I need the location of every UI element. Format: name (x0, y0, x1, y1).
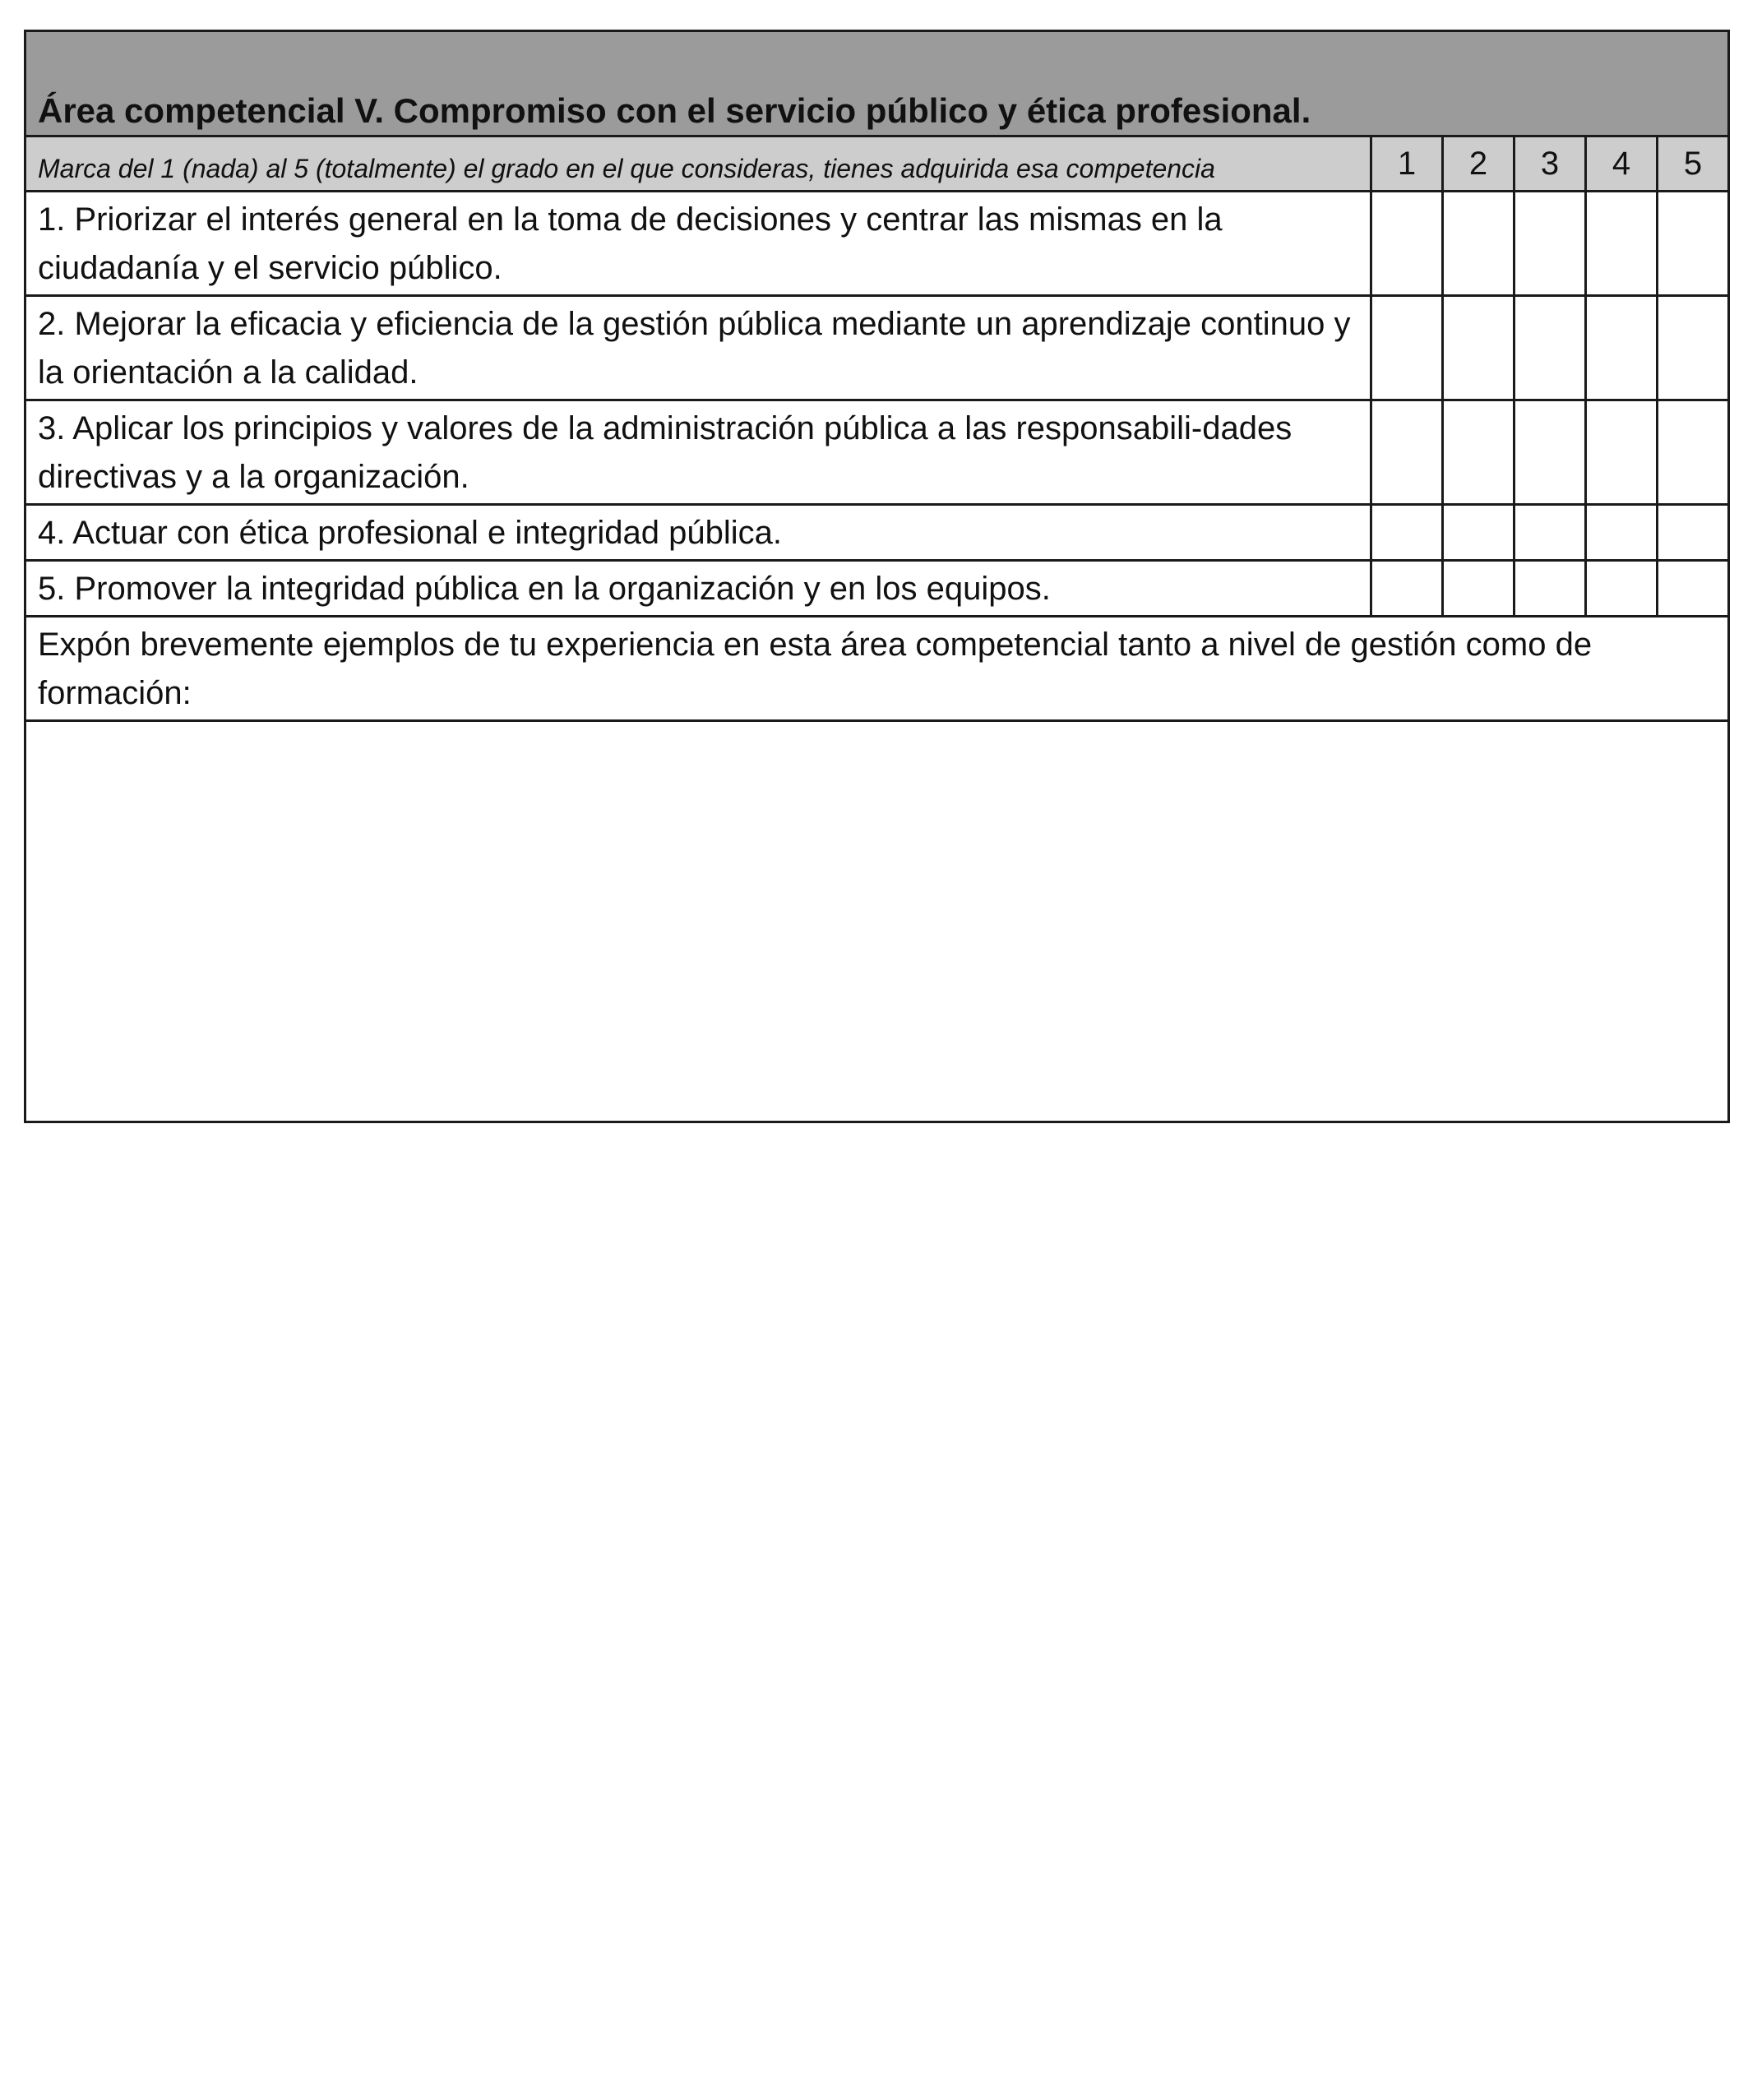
experience-answer-box[interactable] (25, 721, 1729, 1122)
item-text-4: 4. Actuar con ética profesional e integridad pública. (38, 515, 783, 551)
item-2-rating-1[interactable] (1371, 296, 1443, 400)
instruction-cell (25, 136, 1371, 192)
item-row-5 (25, 561, 1729, 617)
item-5-rating-1[interactable] (1371, 561, 1443, 617)
item-2-rating-2[interactable] (1443, 296, 1514, 400)
item-4-rating-1[interactable] (1371, 505, 1443, 561)
item-text-2: 2. Mejorar la eficacia y eficiencia de la gestión pública mediante un aprendizaje continuo y la orientación a la calidad. (38, 306, 1351, 391)
instruction-text: Marca del 1 (nada) al 5 (totalmente) el grado en el que consideras, tienes adquirida esa competencia (38, 154, 1215, 183)
item-5-rating-3[interactable] (1514, 561, 1586, 617)
item-2-rating-4[interactable] (1586, 296, 1658, 400)
title-cell (25, 31, 1729, 136)
scale-header-3: 3 (1514, 136, 1586, 192)
item-1-rating-5[interactable] (1658, 192, 1729, 296)
item-text-5: 5. Promover la integridad pública en la organización y en los equipos. (38, 571, 1051, 607)
scale-header-4: 4 (1586, 136, 1658, 192)
item-row-3 (25, 400, 1729, 505)
item-3-rating-5[interactable] (1658, 400, 1729, 505)
item-row-1 (25, 192, 1729, 296)
item-3-rating-2[interactable] (1443, 400, 1514, 505)
item-1-rating-3[interactable] (1514, 192, 1586, 296)
item-3-rating-4[interactable] (1586, 400, 1658, 505)
prompt-cell (25, 617, 1729, 721)
scale-header-1: 1 (1371, 136, 1443, 192)
item-text-3: 3. Aplicar los principios y valores de la administración pública a las responsabili-dades directivas y a la organización. (38, 410, 1293, 495)
item-1-rating-1[interactable] (1371, 192, 1443, 296)
experience-prompt: Expón brevemente ejemplos de tu experiencia en esta área competencial tanto a nivel de gestión como de formación: (38, 627, 1593, 711)
item-row-4 (25, 505, 1729, 561)
item-2-rating-3[interactable] (1514, 296, 1586, 400)
item-4-rating-2[interactable] (1443, 505, 1514, 561)
item-3-rating-1[interactable] (1371, 400, 1443, 505)
item-4-rating-4[interactable] (1586, 505, 1658, 561)
item-5-rating-5[interactable] (1658, 561, 1729, 617)
item-cell-2 (25, 296, 1371, 400)
instruction-row (25, 136, 1729, 192)
item-cell-5 (25, 561, 1371, 617)
prompt-row (25, 617, 1729, 721)
competency-table (24, 30, 1730, 1123)
item-cell-4 (25, 505, 1371, 561)
section-title: Área competencial V. Compromiso con el servicio público y ética profesional. (38, 91, 1311, 130)
item-text-1: 1. Priorizar el interés general en la toma de decisiones y centrar las mismas en la ciudadanía y el servicio público. (38, 201, 1223, 286)
item-cell-3 (25, 400, 1371, 505)
item-cell-1 (25, 192, 1371, 296)
item-1-rating-2[interactable] (1443, 192, 1514, 296)
competency-form (24, 30, 1727, 1123)
item-row-2 (25, 296, 1729, 400)
item-5-rating-4[interactable] (1586, 561, 1658, 617)
title-row (25, 31, 1729, 136)
item-4-rating-3[interactable] (1514, 505, 1586, 561)
item-1-rating-4[interactable] (1586, 192, 1658, 296)
item-3-rating-3[interactable] (1514, 400, 1586, 505)
item-5-rating-2[interactable] (1443, 561, 1514, 617)
answer-row (25, 721, 1729, 1122)
scale-header-2: 2 (1443, 136, 1514, 192)
scale-header-5: 5 (1658, 136, 1729, 192)
item-2-rating-5[interactable] (1658, 296, 1729, 400)
item-4-rating-5[interactable] (1658, 505, 1729, 561)
